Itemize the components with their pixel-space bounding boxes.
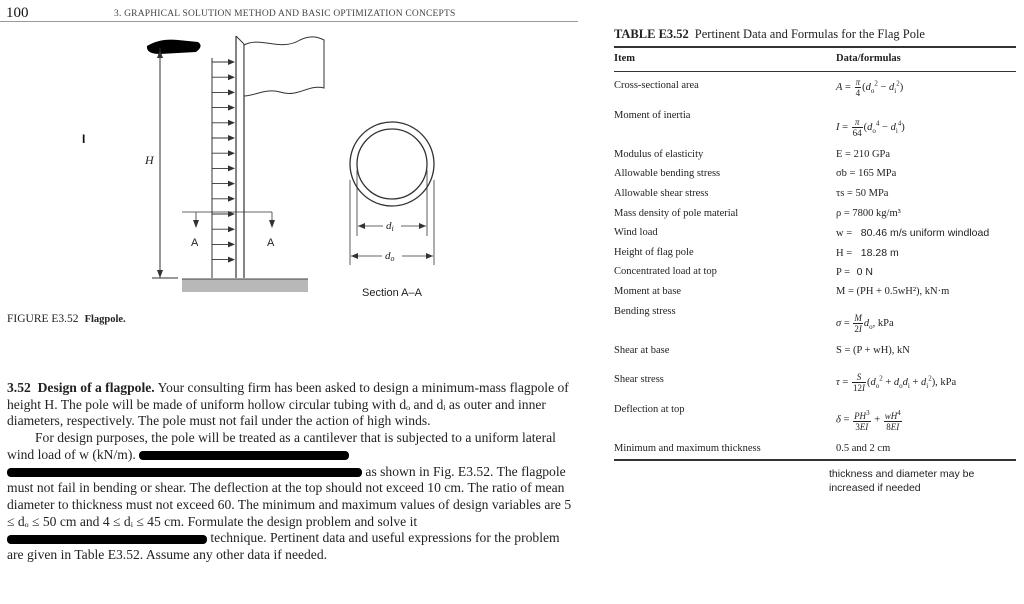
side-mark: I bbox=[82, 132, 86, 146]
problem-paragraph-1 bbox=[7, 380, 573, 430]
wind-arrow-head bbox=[228, 196, 235, 202]
row-item: Allowable shear stress bbox=[614, 188, 709, 199]
problem-paragraph-2 bbox=[7, 430, 573, 564]
handwritten-note: thickness and diameter may be increased if needed bbox=[829, 468, 975, 494]
formula-shear-stress: τ = $\frac{S}{12I}$ $(d_o^2 + d_od_i + d_i^2)$, kPa bbox=[836, 372, 957, 393]
wind-arrow-head bbox=[228, 226, 235, 232]
ground bbox=[182, 279, 308, 292]
wind-load-prefix: w = bbox=[836, 228, 853, 239]
svg-text:do: do bbox=[385, 250, 395, 263]
row-item: Allowable bending stress bbox=[614, 168, 721, 179]
formula-area: A = $\frac{\pi}{4}$ $(d_o^2 - d_i^2)$ bbox=[836, 77, 904, 98]
col-header-item: Item bbox=[614, 53, 635, 64]
problem-title: Design of a flagpole. bbox=[37, 380, 155, 395]
tube-inner-circle bbox=[357, 129, 427, 199]
row-item: Height of flag pole bbox=[614, 247, 694, 258]
flagpole-figure bbox=[0, 22, 580, 312]
row-item: Minimum and maximum thickness bbox=[614, 443, 761, 454]
row-item: Shear at base bbox=[614, 345, 670, 356]
svg-text:di: di bbox=[386, 220, 394, 233]
problem-text-2c: The flagpole must not fail in bending or shear. The deflection at the top should not exceed 10 cm. The ratio of mean diameter to thickness must not exceed 60. The minimum and maximum values of design variables are 5 ≤ dₒ ≤ 50 cm and 4 ≤ dᵢ ≤ 45 cm. Formulate the design problem and solve it bbox=[7, 463, 572, 529]
wind-arrow-head bbox=[228, 135, 235, 141]
conc-load-value: 0 N bbox=[856, 266, 873, 278]
table-title bbox=[614, 27, 925, 42]
problem-text-1: Your consulting firm has been asked to design a minimum-mass flagpole of height H. The pole will be made of uniform hollow circular tubing with dₒ and dᵢ as outer and inner diameters, respectively. The pole must not fail under the action of high winds. bbox=[7, 380, 569, 429]
row-item: Deflection at top bbox=[614, 404, 685, 415]
row-item: Shear stress bbox=[614, 374, 664, 385]
redaction-bar bbox=[139, 451, 349, 460]
redaction-bar bbox=[7, 468, 362, 477]
table-caption: Pertinent Data and Formulas for the Flag Pole bbox=[694, 27, 925, 41]
section-label: Section A–A bbox=[362, 287, 422, 299]
wind-arrows bbox=[212, 59, 235, 263]
redaction-bar bbox=[7, 535, 207, 544]
wind-arrow-head bbox=[228, 181, 235, 187]
conc-load-prefix: P = bbox=[836, 267, 850, 278]
page-number: 100 bbox=[6, 5, 29, 21]
figure-caption-title: Flagpole. bbox=[84, 314, 126, 325]
data-modulus: E = 210 GPa bbox=[836, 149, 891, 160]
data-moment: M = (PH + 0.5wH²), kN·m bbox=[836, 286, 950, 297]
problem-text-2d: technique. Pertinent data and useful expressions for the problem are given in Table E3.52. Assume any other data if needed. bbox=[7, 530, 560, 563]
label-A-left: A bbox=[191, 237, 199, 249]
wind-arrow-head bbox=[228, 165, 235, 171]
figure-caption bbox=[7, 313, 126, 325]
table-label: TABLE E3.52 bbox=[614, 27, 689, 41]
data-shear-base: S = (P + wH), kN bbox=[836, 345, 910, 356]
formula-inertia: I = $\frac{\pi}{64}$ $(d_o^4 - d_i^4)$ bbox=[836, 117, 905, 138]
wind-arrow-head bbox=[228, 105, 235, 111]
data-density: ρ = 7800 kg/m³ bbox=[836, 208, 901, 219]
wind-arrow-head bbox=[228, 120, 235, 126]
problem-text-2a: For design purposes, the pole will be treated as a cantilever that is subjected to a uniform lateral wind load of w (kN/m). bbox=[7, 430, 556, 462]
height-value: 18.28 m bbox=[860, 247, 899, 259]
formula-bending: σ = $\frac{M}{2I}$ $d_o$, kPa bbox=[836, 313, 894, 334]
data-conc-load bbox=[836, 266, 873, 278]
formula-deflection: δ = $\frac{PH^3}{3EI}$ + $\frac{wH^4}{8EI}$ bbox=[836, 409, 901, 432]
row-item: Concentrated load at top bbox=[614, 266, 717, 277]
col-header-data: Data/formulas bbox=[836, 53, 901, 64]
row-item: Mass density of pole material bbox=[614, 208, 739, 219]
label-H: H bbox=[145, 153, 154, 167]
height-prefix: H = bbox=[836, 248, 853, 259]
row-item: Bending stress bbox=[614, 306, 676, 317]
wind-arrow-head bbox=[228, 89, 235, 95]
row-item: Cross-sectional area bbox=[614, 80, 699, 91]
data-shear-stress: τs = 50 MPa bbox=[836, 188, 889, 199]
wind-load-value: 80.46 m/s uniform windload bbox=[860, 227, 990, 239]
label-A-right: A bbox=[267, 237, 275, 249]
row-item: Moment at base bbox=[614, 286, 682, 297]
wind-arrow-head bbox=[228, 59, 235, 65]
redaction-mark bbox=[147, 40, 201, 54]
wind-arrow-head bbox=[228, 241, 235, 247]
problem-text-2b: as shown in Fig. E3.52. bbox=[365, 463, 494, 479]
data-wind-load bbox=[836, 227, 989, 239]
wind-arrow-head bbox=[228, 150, 235, 156]
row-item: Moment of inertia bbox=[614, 110, 691, 121]
flag-shape bbox=[244, 37, 324, 96]
problem-number: 3.52 bbox=[7, 380, 31, 395]
table-bottom-rule bbox=[614, 459, 1016, 461]
row-item: Wind load bbox=[614, 227, 658, 238]
data-thickness: 0.5 and 2 cm bbox=[836, 443, 891, 454]
running-head: 3. GRAPHICAL SOLUTION METHOD AND BASIC OPTIMIZATION CONCEPTS bbox=[114, 9, 456, 19]
figure-caption-label: FIGURE E3.52 bbox=[7, 313, 79, 325]
data-bending-stress: σb = 165 MPa bbox=[836, 168, 897, 179]
wind-arrow-head bbox=[228, 257, 235, 263]
problem-statement bbox=[7, 380, 573, 564]
table-top-rule bbox=[614, 46, 1016, 48]
data-height bbox=[836, 247, 899, 259]
row-item: Modulus of elasticity bbox=[614, 149, 704, 160]
table-header-rule bbox=[614, 71, 1016, 72]
wind-arrow-head bbox=[228, 74, 235, 80]
